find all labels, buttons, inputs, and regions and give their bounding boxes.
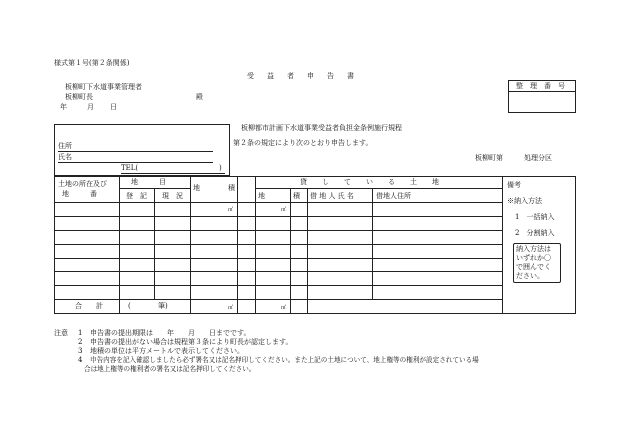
note-3-text: 地積の単位は平方メートルで表示してください。 [90,347,244,355]
date-year: 年 [60,103,67,111]
lease-area-unit: ㎡ [281,207,287,213]
note-4-text: 申告内容を記入確認しましたら必ず署名又は記名押印してください。また上記の土地について、地上権等の権利が設定されている場 [90,356,479,364]
lease-area-header: 地 積 [258,192,300,200]
leased-land-header: 貸 し て い る 土 地 [300,178,443,186]
payment-note-line-3: で囲んでく [516,263,551,271]
location-header-2: 地 番 [62,190,97,198]
recipient-honorific: 殿 [196,93,203,101]
tel-label: TEL( [121,164,139,172]
payment-note-line-1: 納入方法は [516,245,551,253]
area-header: 地 積 [193,184,235,192]
current-header: 現 況 [162,192,183,200]
payment-note-line-4: ださい。 [516,272,544,280]
note-1-text: 申告書の提出期限は 年 月 日までです。 [90,329,251,337]
total-label: 合 計 [75,302,103,310]
location-header-1: 土地の所在及び [58,180,107,188]
note-1-no: 1 [78,329,83,337]
district-zone: 処理分区 [524,154,552,162]
district-town: 板柳町第 [475,154,503,162]
management-number-label: 整 理 番 号 [516,82,565,90]
address-label: 住所 [58,142,72,150]
payment-method-label: ※納入方法 [507,197,542,205]
date-day: 日 [110,103,117,111]
total-area-unit: ㎡ [228,305,234,311]
form-number: 様式第１号(第２条関係) [54,59,130,67]
land-category-header: 地 目 [131,178,166,186]
remarks-header: 備考 [507,181,521,189]
payment-option-lump-sum[interactable]: 1 一括納入 [515,213,555,221]
tel-field[interactable] [121,173,225,174]
registered-header: 登 記 [126,192,147,200]
notes-heading: 注意 [54,329,68,337]
address-field[interactable] [58,151,213,152]
lessee-address-header: 借地人住所 [376,192,411,200]
total-count-close: 筆) [158,302,168,310]
note-2-text: 申告書の提出がない場合は規程第３条により町長が認定します。 [90,338,293,346]
note-4-no: 4 [78,356,83,364]
total-lease-area-unit: ㎡ [281,305,287,311]
area-unit: ㎡ [228,207,234,213]
note-4-continuation: 合は地上権等の権利者の署名又は記名押印してください。 [84,365,256,373]
regulation-line: 板柳都市計画下水道事業受益者負担金条例施行規程 [241,124,402,132]
recipient-line-2: 板柳町長 [65,93,93,101]
payment-note-line-2: いずれか〇 [516,254,551,262]
name-field[interactable] [58,162,213,163]
recipient-line-1: 板柳町下水道事業管理者 [65,83,142,91]
name-label: 氏名 [58,153,72,161]
note-3-no: 3 [78,347,83,355]
form-title: 受 益 者 申 告 書 [247,72,357,80]
note-2-no: 2 [78,338,83,346]
total-count-open: ( [128,302,131,310]
lessee-name-header: 借 地 人 氏 名 [310,192,354,200]
date-month: 月 [87,103,94,111]
applicant-box [54,124,230,176]
declaration-line: 第２条の規定により次のとおり申告します。 [233,139,373,147]
tel-close: ) [219,164,222,172]
payment-option-installment[interactable]: 2 分割納入 [515,229,555,237]
